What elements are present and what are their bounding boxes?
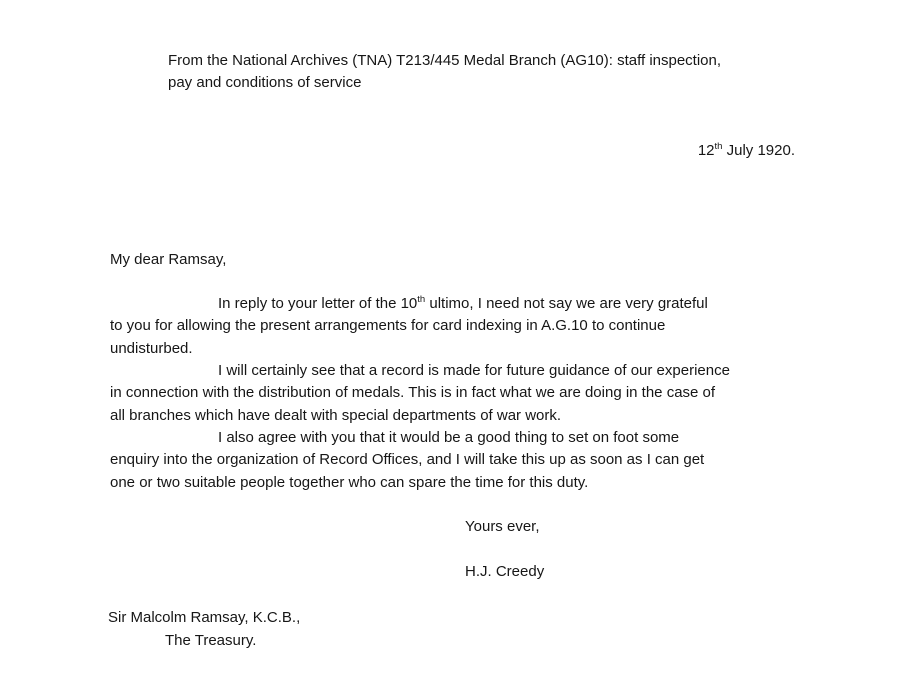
header-line-2: pay and conditions of service [168,74,362,92]
recipient-block [108,607,795,652]
paragraph-2 [110,360,795,427]
paragraph-1 [110,293,795,360]
paragraph-3-line-2: enquiry into the organization of Record Offices, and I will take this up as soon as I can get [110,451,705,469]
paragraph-1-line-2: to you for allowing the present arrangements for card indexing in A.G.10 to continue [110,317,666,335]
paragraph-3-line-1: I also agree with you that it would be a good thing to set on foot some [218,428,680,446]
header-line-1: From the National Archives (TNA) T213/445 Medal Branch (AG10): staff inspection, [168,52,722,69]
paragraph-2-line-1: I will certainly see that a record is made for future guidance of our experience [218,362,730,380]
letter-date [110,140,795,162]
recipient-name: Sir Malcolm Ramsay, K.C.B., [108,609,301,627]
paragraph-3 [110,427,795,494]
date-ordinal-suffix: th [714,140,723,152]
paragraph-2-line-3: all branches which have dealt with special departments of war work. [110,406,562,424]
paragraph-2-line-2: in connection with the distribution of medals. This is in fact what we are doing in the case of [110,384,716,402]
paragraph-1-text-before-superscript: In reply to your letter of the 10 [218,295,418,313]
paragraph-3-line-3: one or two suitable people together who can spare the time for this duty. [110,473,589,491]
date-day: 12 [697,141,715,159]
recipient-address: The Treasury. [165,631,257,649]
paragraph-1-line-3: undisturbed. [110,339,193,357]
valediction: Yours ever, [465,517,540,535]
signature: H.J. Creedy [465,563,545,581]
paragraph-1-line-1 [110,293,795,315]
date-rest: July 1920. [722,141,795,159]
salutation: My dear Ramsay, [110,250,227,268]
ordinal-superscript: th [417,294,426,306]
paragraph-1-text-after-superscript: ultimo, I need not say we are very grateful [425,295,708,313]
document-source-header [168,50,795,95]
